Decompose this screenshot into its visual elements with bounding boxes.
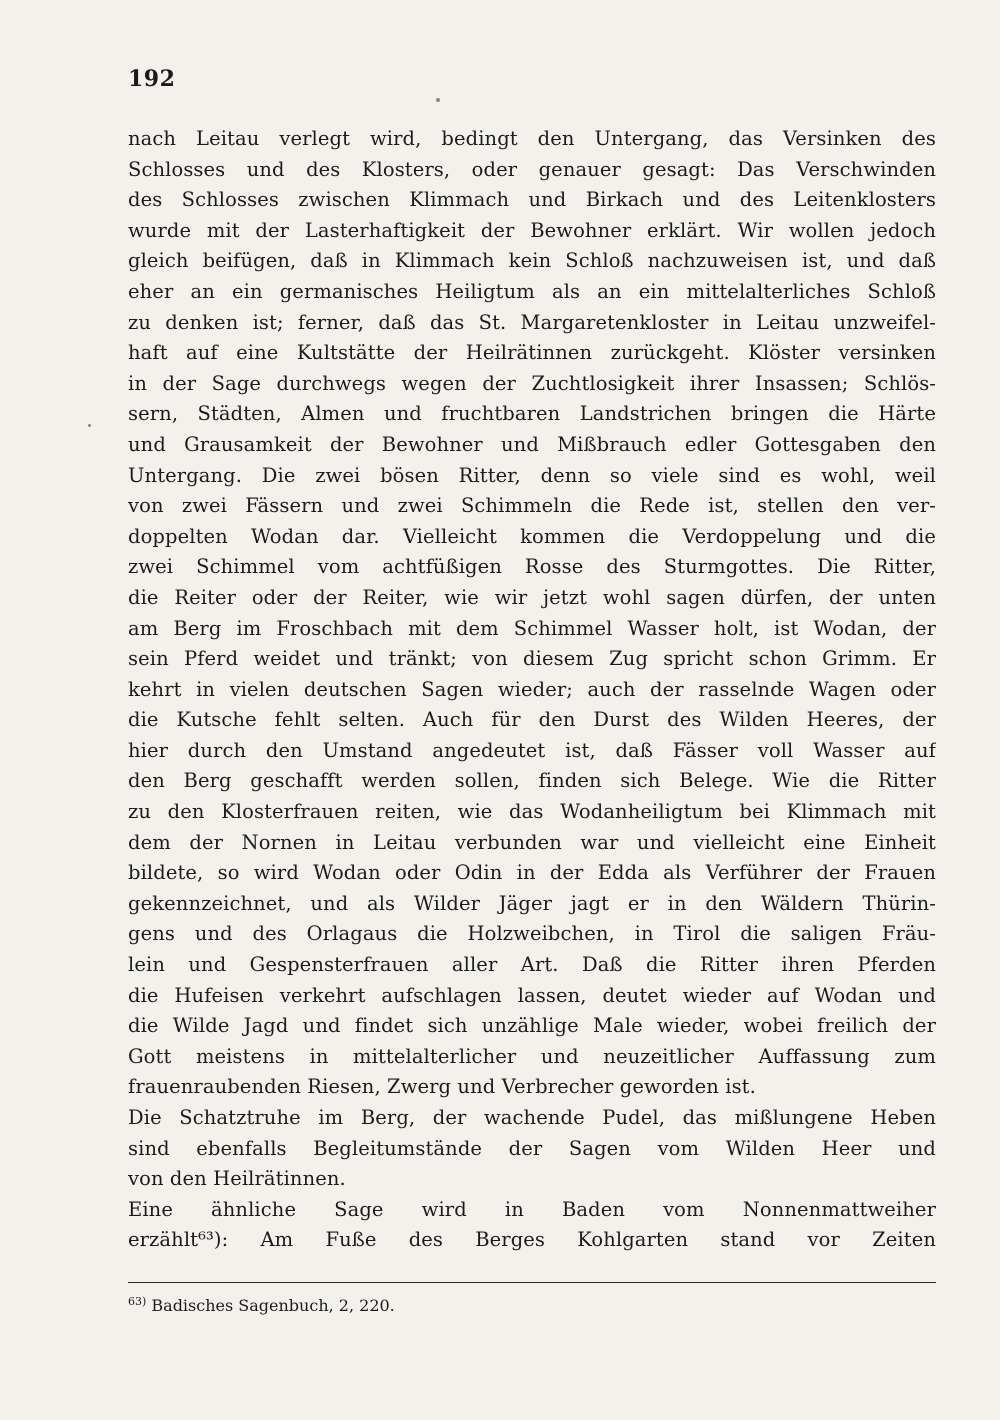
- text-line: gleich beifügen, daß in Klimmach kein Schloß nachzuweisen ist, und daß: [128, 249, 936, 273]
- text-line: Schlosses und des Klosters, oder genauer gesagt: Das Verschwinden: [128, 157, 936, 181]
- text-line: erzählt⁶³): Am Fuße des Berges Kohlgarten stand vor Zeiten: [128, 1228, 936, 1252]
- text-line: von zwei Fässern und zwei Schimmeln die Rede ist, stellen den ver-: [128, 494, 936, 518]
- text-line: eher an ein germanisches Heiligtum als an ein mittelalterliches Schloß: [128, 279, 936, 303]
- text-line: die Kutsche fehlt selten. Auch für den Durst des Wilden Heeres, der: [128, 708, 936, 732]
- paragraph-end-line: frauenraubenden Riesen, Zwerg und Verbrecher geworden ist.: [128, 1075, 756, 1099]
- footnote-text: Badisches Sagenbuch, 2, 220.: [151, 1296, 395, 1315]
- text-line: zu den Klosterfrauen reiten, wie das Wodanheiligtum bei Klimmach mit: [128, 800, 936, 824]
- footnote-marker: 63): [128, 1295, 147, 1308]
- text-line: die Wilde Jagd und findet sich unzählige Male wieder, wobei freilich der: [128, 1014, 936, 1038]
- text-line: Die Schatztruhe im Berg, der wachende Pudel, das mißlungene Heben: [128, 1106, 936, 1129]
- body-text: [128, 124, 936, 1256]
- text-line: in der Sage durchwegs wegen der Zuchtlosigkeit ihrer Insassen; Schlös-: [128, 371, 936, 395]
- text-line: gens und des Orlagaus die Holzweibchen, in Tirol die saligen Fräu-: [128, 922, 936, 946]
- text-line: sern, Städten, Almen und fruchtbaren Landstrichen bringen die Härte: [128, 402, 936, 426]
- text-line: wurde mit der Lasterhaftigkeit der Bewohner erklärt. Wir wollen jedoch: [128, 218, 936, 242]
- text-line: bildete, so wird Wodan oder Odin in der Edda als Verführer der Frauen: [128, 861, 936, 885]
- text-line: die Hufeisen verkehrt aufschlagen lassen, deutet wieder auf Wodan und: [128, 983, 936, 1007]
- text-line: kehrt in vielen deutschen Sagen wieder; auch der rasselnde Wagen oder: [128, 677, 936, 701]
- text-line: nach Leitau verlegt wird, bedingt den Untergang, das Versinken des: [128, 127, 936, 150]
- footnote-divider: [128, 1282, 936, 1283]
- text-line: dem der Nornen in Leitau verbunden war und vielleicht eine Einheit: [128, 830, 936, 854]
- paper-speck: [436, 98, 440, 102]
- text-line: haft auf eine Kultstätte der Heilrätinnen zurückgeht. Klöster versinken: [128, 341, 936, 365]
- text-line: die Reiter oder der Reiter, wie wir jetzt wohl sagen dürfen, der unten: [128, 585, 936, 609]
- text-line: Untergang. Die zwei bösen Ritter, denn so viele sind es wohl, weil: [128, 463, 936, 487]
- text-line: und Grausamkeit der Bewohner und Mißbrauch edler Gottesgaben den: [128, 432, 936, 456]
- page-number: 192: [128, 66, 176, 92]
- text-line: doppelten Wodan dar. Vielleicht kommen die Verdoppelung und die: [128, 524, 936, 548]
- text-line: Eine ähnliche Sage wird in Baden vom Nonnenmattweiher: [128, 1197, 936, 1221]
- text-line: lein und Gespensterfrauen aller Art. Daß die Ritter ihren Pferden: [128, 953, 936, 977]
- text-line: gekennzeichnet, und als Wilder Jäger jagt er in den Wäldern Thürin-: [128, 891, 936, 915]
- paragraph-end-line: von den Heilrätinnen.: [128, 1167, 346, 1191]
- text-line: Gott meistens in mittelalterlicher und neuzeitlicher Auffassung zum: [128, 1044, 936, 1068]
- text-line: am Berg im Froschbach mit dem Schimmel Wasser holt, ist Wodan, der: [128, 616, 936, 640]
- paper-speck: [88, 424, 91, 427]
- text-line: sein Pferd weidet und tränkt; von diesem Zug spricht schon Grimm. Er: [128, 647, 936, 671]
- text-line: den Berg geschafft werden sollen, finden sich Belege. Wie die Ritter: [128, 769, 936, 793]
- text-line: hier durch den Umstand angedeutet ist, daß Fässer voll Wasser auf: [128, 738, 936, 762]
- text-line: des Schlosses zwischen Klimmach und Birkach und des Leitenklosters: [128, 188, 936, 212]
- text-line: zwei Schimmel vom achtfüßigen Rosse des Sturmgottes. Die Ritter,: [128, 555, 936, 579]
- footnote: [128, 1290, 395, 1318]
- text-line: sind ebenfalls Begleitumstände der Sagen vom Wilden Heer und: [128, 1136, 936, 1160]
- text-line: zu denken ist; ferner, daß das St. Margaretenkloster in Leitau unzweifel-: [128, 310, 936, 334]
